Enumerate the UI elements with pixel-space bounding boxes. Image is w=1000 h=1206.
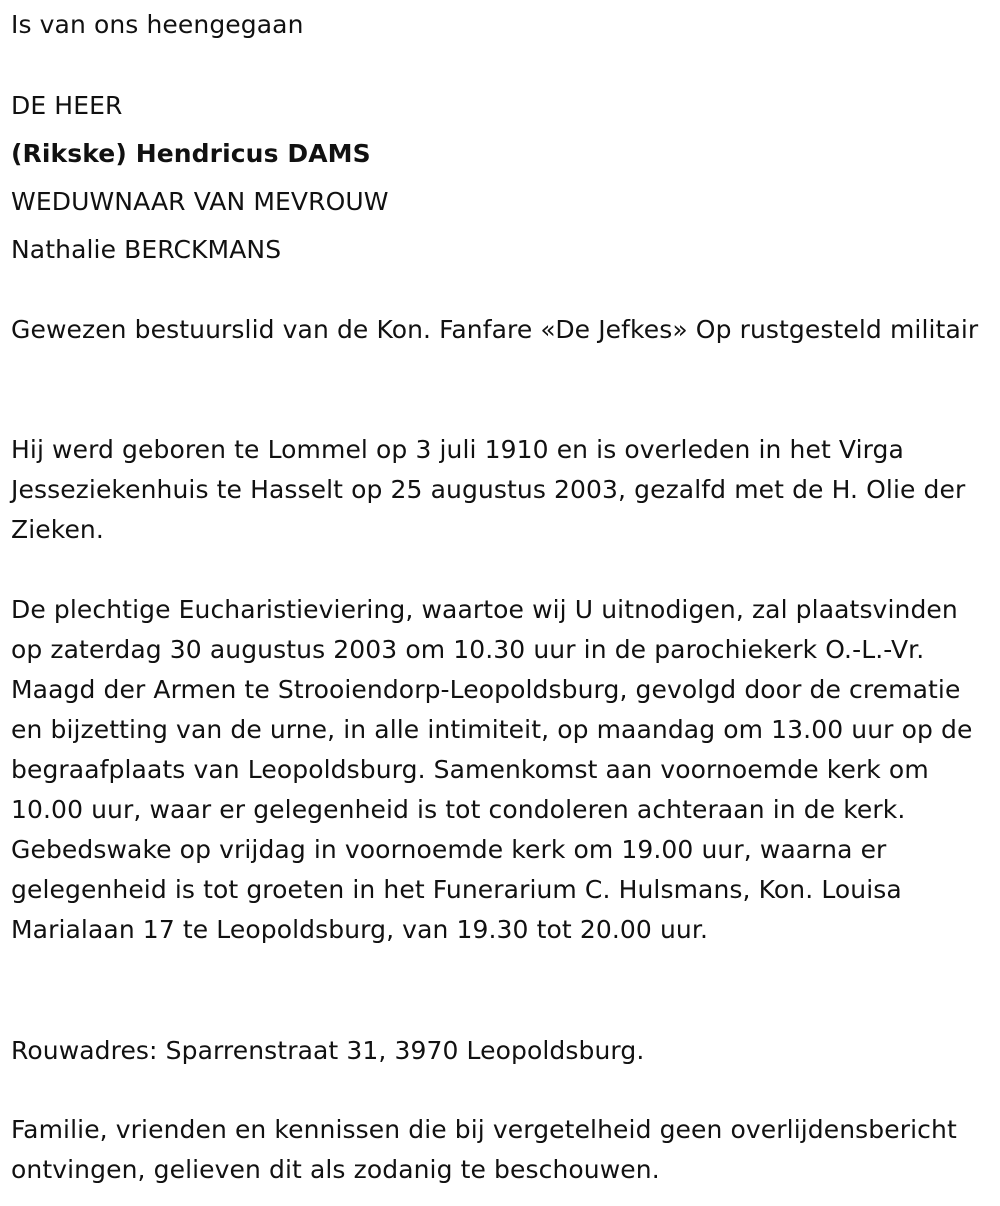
role-paragraph: Gewezen bestuurslid van de Kon. Fanfare «De Jefkes» Op rustgesteld militair (11, 315, 979, 344)
ceremony-paragraph: De plechtige Eucharistieviering, waartoe wij U uitnodigen, zal plaatsvinden op zaterdag 30 augustus 2003 om 10.30 uur in de parochiekerk O.-L.-Vr. Maagd der Armen te Strooiendorp-Leopoldsburg, gevolgd door de crematie en bijzetting van de urne, in alle intimiteit, op maandag om 13.00 uur op de begraafplaats van Leopoldsburg. Samenkomst aan voornoemde kerk om 10.00 uur, waar er gelegenheid is tot condoleren achteraan in de kerk. Gebedswake op vrijdag in voornoemde kerk om 19.00 uur, waarna er gelegenheid is tot groeten in het Funerarium C. Hulsmans, Kon. Louisa Marialaan 17 te Leopoldsburg, van 19.30 tot 20.00 uur. (11, 595, 973, 944)
intro-line: Is van ons heengegaan (11, 10, 304, 39)
honorific: DE HEER (11, 91, 123, 120)
mourning-address: Rouwadres: Sparrenstraat 31, 3970 Leopoldsburg. (11, 1036, 645, 1065)
birth-death-paragraph: Hij werd geboren te Lommel op 3 juli 1910 en is overleden in het Virga Jesseziekenhuis te Hasselt op 25 augustus 2003, gezalfd met de H. Olie der Zieken. (11, 435, 966, 544)
spouse-name: Nathalie BERCKMANS (11, 235, 282, 264)
deceased-name: (Rikske) Hendricus DAMS (11, 139, 371, 168)
widower-of-line: WEDUWNAAR VAN MEVROUW (11, 187, 389, 216)
closing-paragraph: Familie, vrienden en kennissen die bij vergetelheid geen overlijdensbericht ontvingen, gelieven dit als zodanig te beschouwen. (11, 1115, 957, 1184)
